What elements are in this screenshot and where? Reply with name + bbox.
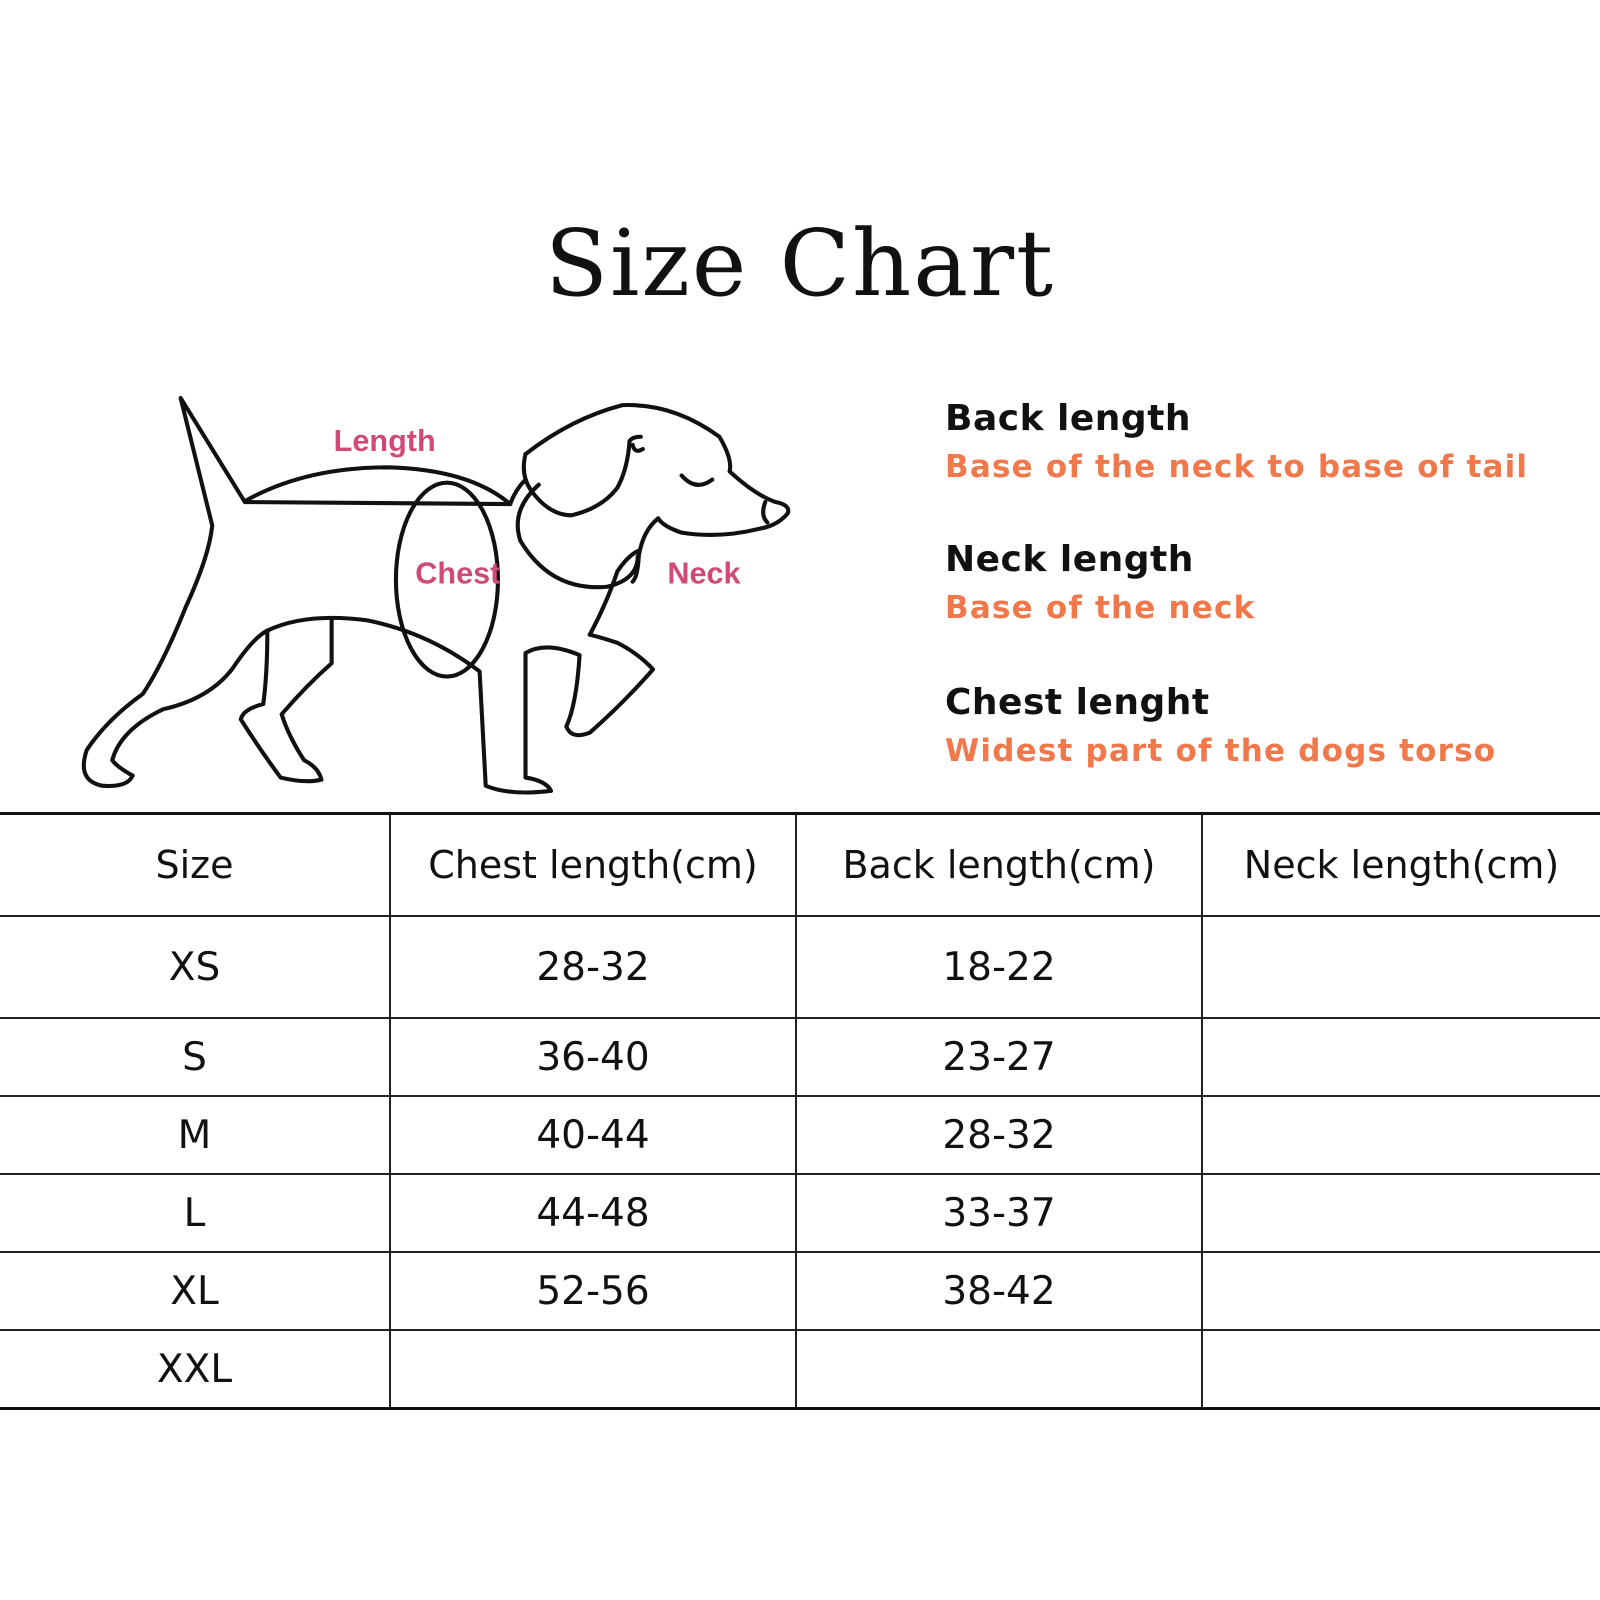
cell-chest: 28-32 [390,916,796,1018]
cell-back: 33-37 [796,1174,1202,1252]
description-back-length [945,398,1528,485]
description-text: Widest part of the dogs torso [945,733,1497,769]
page-title: Size Chart [544,210,1056,317]
size-table [0,812,1600,1410]
table-row [0,916,1600,1018]
neck-label: Neck [667,556,741,591]
description-neck-length [945,539,1255,626]
cell-neck [1202,1096,1600,1174]
cell-neck [1202,1330,1600,1409]
table-row [0,1252,1600,1330]
dog-outline [84,398,788,793]
length-arc [247,467,510,504]
cell-back: 18-22 [796,916,1202,1018]
cell-chest [390,1330,796,1409]
length-label: Length [333,424,436,459]
header-back: Back length(cm) [796,814,1202,917]
cell-size: XXL [0,1330,390,1409]
cell-back [796,1330,1202,1409]
table-header-row [0,814,1600,917]
cell-back: 28-32 [796,1096,1202,1174]
cell-size: S [0,1018,390,1096]
table-row [0,1018,1600,1096]
cell-neck [1202,916,1600,1018]
cell-neck [1202,1252,1600,1330]
table-row [0,1096,1600,1174]
description-heading: Back length [945,398,1192,439]
header-chest: Chest length(cm) [390,814,796,917]
header-size: Size [0,814,390,917]
description-text: Base of the neck to base of tail [945,449,1529,485]
neck-loop [518,485,638,588]
header-neck: Neck length(cm) [1202,814,1600,917]
cell-back: 38-42 [796,1252,1202,1330]
cell-size: XL [0,1252,390,1330]
chest-label: Chest [415,556,501,591]
table-row [0,1174,1600,1252]
cell-neck [1202,1174,1600,1252]
description-chest-length [945,682,1496,769]
cell-chest: 36-40 [390,1018,796,1096]
cell-chest: 44-48 [390,1174,796,1252]
description-heading: Neck length [945,539,1194,580]
table-row [0,1330,1600,1409]
cell-chest: 40-44 [390,1096,796,1174]
cell-neck [1202,1018,1600,1096]
cell-size: XS [0,916,390,1018]
cell-size: L [0,1174,390,1252]
cell-back: 23-27 [796,1018,1202,1096]
cell-size: M [0,1096,390,1174]
cell-chest: 52-56 [390,1252,796,1330]
description-text: Base of the neck [945,590,1256,626]
description-heading: Chest lenght [945,682,1210,723]
